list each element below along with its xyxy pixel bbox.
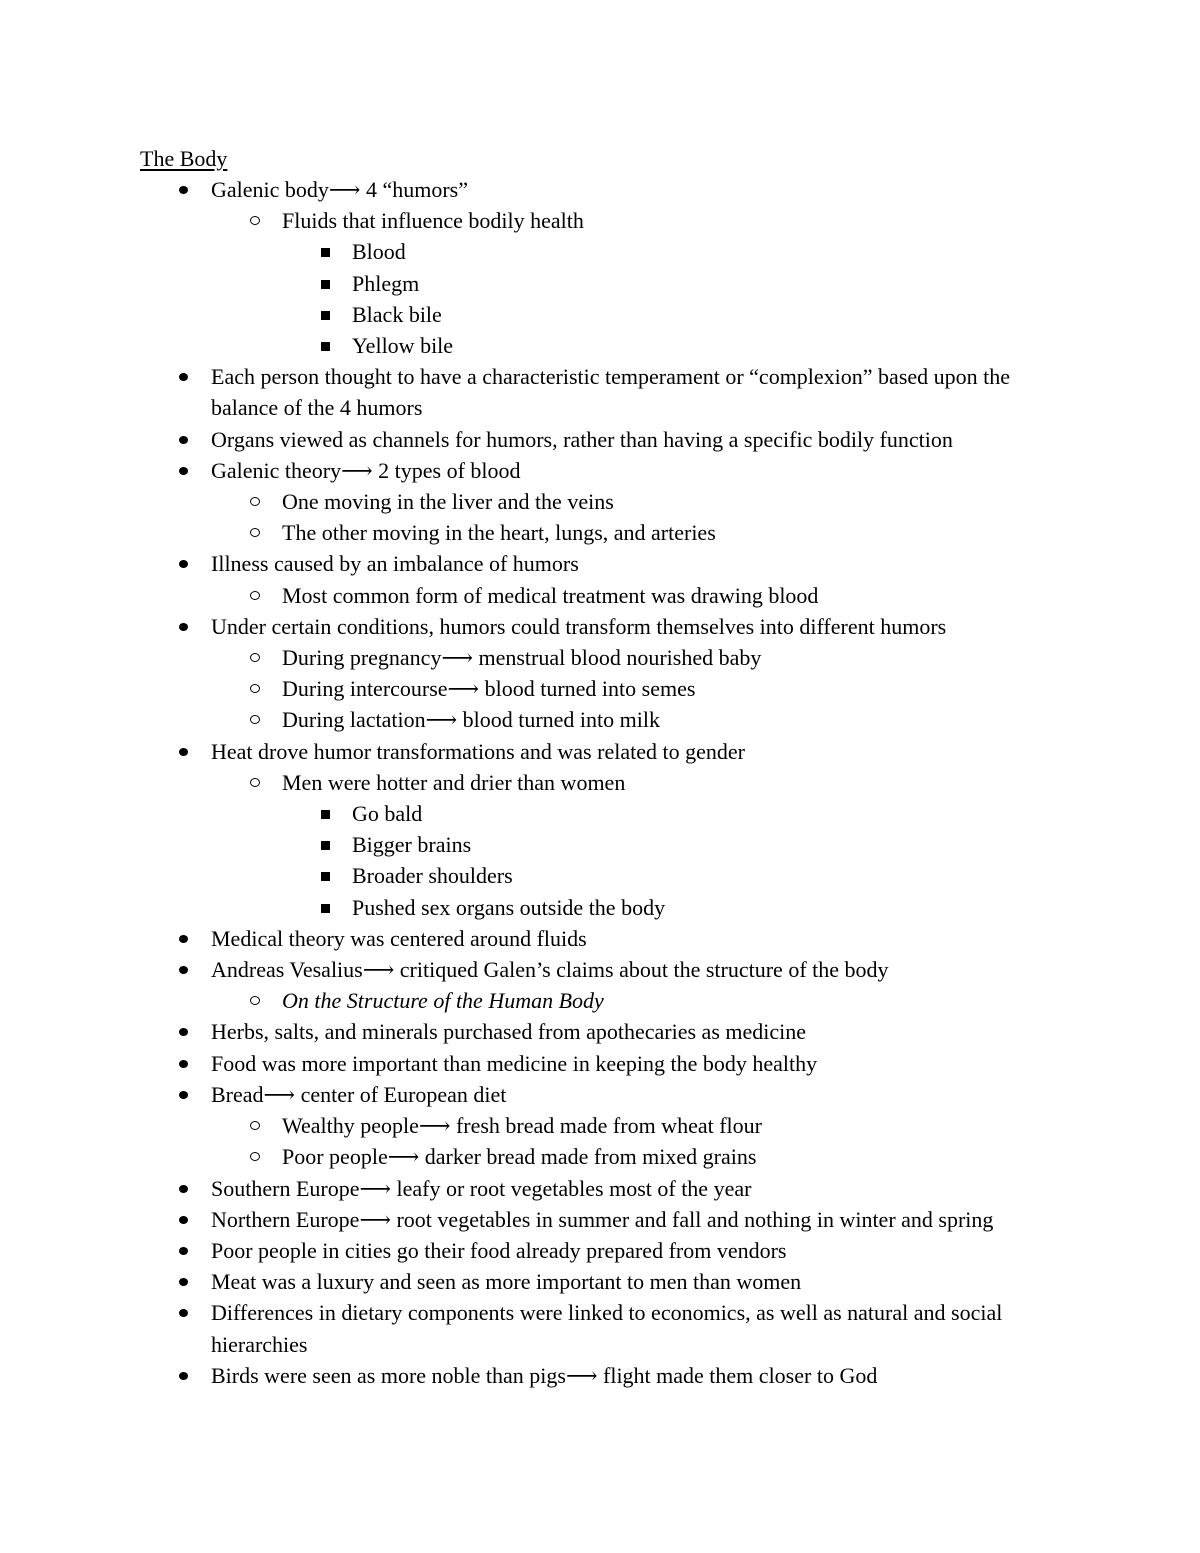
list-item-text: Food was more important than medicine in keeping the body healthy [211, 1050, 818, 1076]
list-item [0, 455, 1200, 486]
filled-square-bullet-icon [321, 904, 330, 913]
list-item-text: Go bald [352, 801, 423, 827]
list-item [0, 642, 1200, 673]
list-item [0, 1048, 1200, 1079]
list-item [0, 1110, 1200, 1141]
list-item [0, 860, 1200, 891]
list-item-text: Wealthy people⟶ fresh bread made from wheat flour [282, 1113, 762, 1139]
list-item-text: Bigger brains [352, 832, 472, 858]
filled-circle-bullet-icon [179, 373, 188, 381]
list-item-text: On the Structure of the Human Body [282, 988, 604, 1014]
list-item [0, 829, 1200, 860]
list-item-text: Phlegm [352, 270, 420, 296]
list-item-text: Medical theory was centered around fluids [211, 925, 587, 951]
list-item [0, 299, 1200, 330]
filled-circle-bullet-icon [179, 436, 188, 444]
filled-circle-bullet-icon [179, 623, 188, 631]
filled-circle-bullet-icon [179, 1028, 188, 1036]
list-item [0, 1173, 1200, 1204]
hollow-circle-bullet-icon [250, 715, 260, 724]
list-item [0, 174, 1200, 205]
filled-square-bullet-icon [321, 342, 330, 351]
list-item [0, 736, 1200, 767]
list-item-text: Yellow bile [352, 333, 454, 359]
hollow-circle-bullet-icon [250, 497, 260, 506]
filled-circle-bullet-icon [179, 966, 188, 974]
list-item-text: Bread⟶ center of European diet [211, 1081, 507, 1107]
list-item [0, 985, 1200, 1016]
hollow-circle-bullet-icon [250, 528, 260, 537]
filled-circle-bullet-icon [179, 1060, 188, 1068]
hollow-circle-bullet-icon [250, 1121, 260, 1130]
list-item-text: Differences in dietary components were linked to economics, as well as natural and social hierarchies [211, 1300, 1003, 1357]
filled-circle-bullet-icon [179, 1091, 188, 1099]
list-item [0, 954, 1200, 985]
list-item [0, 486, 1200, 517]
list-item [0, 548, 1200, 579]
list-item [0, 1235, 1200, 1266]
list-item [0, 798, 1200, 829]
filled-circle-bullet-icon [179, 748, 188, 756]
filled-circle-bullet-icon [179, 467, 188, 475]
list-item [0, 611, 1200, 642]
list-item [0, 1016, 1200, 1047]
list-item-text: Men were hotter and drier than women [282, 769, 626, 795]
list-item-text: Galenic body⟶ 4 “humors” [211, 177, 468, 202]
filled-circle-bullet-icon [179, 1278, 188, 1286]
list-item [0, 892, 1200, 923]
list-item [0, 268, 1200, 299]
list-item-text: Illness caused by an imbalance of humors [211, 551, 579, 577]
list-item-text: Heat drove humor transformations and was related to gender [211, 738, 745, 764]
list-item-text: Meat was a luxury and seen as more important to men than women [211, 1269, 802, 1295]
list-item-text: Herbs, salts, and minerals purchased from apothecaries as medicine [211, 1019, 807, 1045]
list-item [0, 205, 1200, 236]
filled-circle-bullet-icon [179, 1372, 188, 1380]
hollow-circle-bullet-icon [250, 591, 260, 600]
list-item-text: One moving in the liver and the veins [282, 489, 614, 515]
filled-square-bullet-icon [321, 248, 330, 257]
filled-square-bullet-icon [321, 280, 330, 289]
hollow-circle-bullet-icon [250, 1152, 260, 1161]
list-item-text: Fluids that influence bodily health [282, 208, 584, 234]
filled-square-bullet-icon [321, 311, 330, 320]
hollow-circle-bullet-icon [250, 684, 260, 693]
filled-circle-bullet-icon [179, 1247, 188, 1255]
list-item-text: Organs viewed as channels for humors, rather than having a specific bodily function [211, 426, 953, 452]
list-item-text: Pushed sex organs outside the body [352, 894, 666, 920]
list-item-text: Birds were seen as more noble than pigs⟶ flight made them closer to God [211, 1362, 878, 1388]
list-item-text: Northern Europe⟶ root vegetables in summer and fall and nothing in winter and spring [211, 1206, 994, 1232]
filled-circle-bullet-icon [179, 1216, 188, 1224]
filled-circle-bullet-icon [179, 1185, 188, 1193]
list-item [0, 580, 1200, 611]
filled-circle-bullet-icon [179, 935, 188, 943]
list-item-text: Black bile [352, 301, 442, 327]
list-item [0, 1360, 1200, 1391]
list-item-text: Southern Europe⟶ leafy or root vegetables most of the year [211, 1175, 752, 1201]
list-item [0, 704, 1200, 735]
list-item [0, 923, 1200, 954]
list-item [0, 517, 1200, 548]
list-item-text: During intercourse⟶ blood turned into semes [282, 676, 696, 702]
hollow-circle-bullet-icon [250, 996, 260, 1005]
filled-circle-bullet-icon [179, 1309, 188, 1317]
list-item [0, 767, 1200, 798]
list-item [0, 361, 1200, 423]
filled-square-bullet-icon [321, 810, 330, 819]
filled-circle-bullet-icon [179, 560, 188, 568]
list-item [0, 330, 1200, 361]
list-item-text: Under certain conditions, humors could transform themselves into different humors [211, 613, 947, 639]
hollow-circle-bullet-icon [250, 653, 260, 662]
list-item-text: Poor people in cities go their food already prepared from vendors [211, 1237, 787, 1263]
page-title: The Body [140, 146, 228, 171]
list-item [0, 1204, 1200, 1235]
list-item [0, 1297, 1200, 1359]
list-item [0, 424, 1200, 455]
list-item-text: Galenic theory⟶ 2 types of blood [211, 457, 521, 483]
list-item-text: Each person thought to have a characteristic temperament or “complexion” based upon the balance of the 4 humors [211, 364, 1011, 421]
hollow-circle-bullet-icon [250, 778, 260, 787]
list-item-text: Andreas Vesalius⟶ critiqued Galen’s claims about the structure of the body [211, 957, 889, 983]
hollow-circle-bullet-icon [250, 216, 260, 225]
list-item-text: During pregnancy⟶ menstrual blood nourished baby [282, 645, 762, 671]
list-item [0, 1141, 1200, 1172]
filled-circle-bullet-icon [179, 186, 188, 194]
list-item-text: Poor people⟶ darker bread made from mixed grains [282, 1144, 757, 1170]
list-item [0, 1079, 1200, 1110]
list-item-text: The other moving in the heart, lungs, and arteries [282, 520, 716, 546]
list-item [0, 1266, 1200, 1297]
filled-square-bullet-icon [321, 872, 330, 881]
filled-square-bullet-icon [321, 841, 330, 850]
list-item-text: During lactation⟶ blood turned into milk [282, 707, 660, 733]
list-item [0, 236, 1200, 267]
list-item-text: Most common form of medical treatment was drawing blood [282, 582, 819, 608]
list-item-text: Broader shoulders [352, 863, 513, 889]
list-item [0, 673, 1200, 704]
list-item-text: Blood [352, 239, 406, 265]
notes-list [0, 174, 1200, 1391]
